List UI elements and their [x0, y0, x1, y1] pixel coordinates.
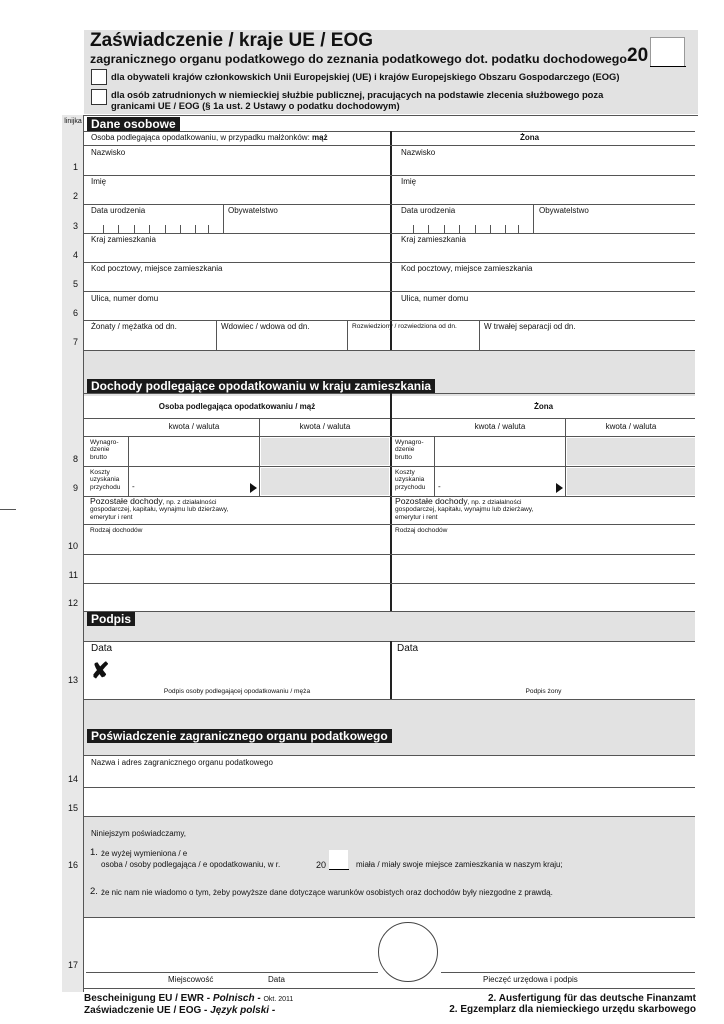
year-underline: [329, 869, 349, 870]
signature-caption: Podpis osoby podlegającej opodatkowaniu / męża: [163, 688, 311, 695]
person-header: Osoba podlegająca opodatkowaniu, w przypadku małżonków: mąż: [91, 133, 328, 142]
spouse-street-input[interactable]: [396, 304, 694, 320]
form-title: Zaświadczenie / kraje UE / EOG: [90, 30, 374, 51]
amount-currency-label: kwota / waluta: [168, 422, 220, 431]
divider: [84, 787, 695, 788]
spouse-street-label: Ulica, numer domu: [401, 294, 469, 303]
country-label: Kraj zamieszkania: [91, 235, 156, 244]
divider: [84, 262, 695, 263]
spouse-first-name-label: Imię: [401, 177, 417, 186]
postal-input[interactable]: [86, 274, 388, 290]
authority-input[interactable]: [86, 768, 694, 786]
footer-left: Bescheinigung EU / EWR - Polnisch - Okt. 2011 Zaświadczenie UE / EOG - Język polski -: [84, 993, 294, 1016]
certification-intro: Niniejszym poświadczamy,: [91, 829, 186, 838]
married-label: Żonaty / mężatka od dn.: [91, 322, 177, 331]
divider: [84, 988, 695, 989]
divider: [84, 233, 695, 234]
costs-amount-input[interactable]: [130, 468, 258, 495]
option-public-service-label-1: dla osób zatrudnionych w niemieckiej służbie publicznej, pracujących na podstawie zlecenia służbowego poza: [111, 89, 604, 100]
certification-section-header-bg: [84, 700, 695, 755]
spouse-other-income-label: Pozostałe dochody, np. z działalności gospodarczej, kapitału, wynajmu lub dzierżawy, emerytur i rent: [395, 496, 534, 521]
spouse-wages-amount-input[interactable]: [436, 438, 564, 465]
amount-currency-label: kwota / waluta: [474, 422, 526, 431]
cut-mark: [0, 509, 16, 510]
divider: [84, 917, 695, 918]
income-line-12-input[interactable]: [86, 585, 388, 610]
separated-label: W trwałej separacji od dn.: [484, 322, 576, 331]
signature-date-label: Data: [91, 643, 113, 654]
line-number: 7: [72, 337, 78, 347]
spouse-income-type-input[interactable]: [396, 536, 694, 553]
authority-address-input[interactable]: [86, 789, 694, 815]
point-1-number: 1.: [90, 847, 98, 858]
divider: [84, 175, 695, 176]
divider: [84, 583, 695, 584]
spouse-citizenship-label: Obywatelstwo: [539, 206, 589, 215]
widowed-date-input[interactable]: [219, 333, 345, 349]
line-number: 13: [67, 675, 78, 685]
form-subtitle: zagranicznego organu podatkowego do zeznania podatkowego dot. podatku dochodowego: [90, 52, 627, 66]
spouse-costs-label: Koszty uzyskania przychodu: [395, 469, 426, 491]
line-number: 1: [72, 162, 78, 172]
citizenship-label: Obywatelstwo: [228, 206, 278, 215]
line-number: 11: [68, 570, 78, 580]
income-person-header: Osoba podlegająca opodatkowaniu / mąż: [158, 402, 316, 411]
spouse-income-line-11-input[interactable]: [396, 556, 694, 582]
line-number: 10: [67, 541, 78, 551]
signature-section-header-bg: [84, 612, 695, 641]
cross-icon: ✘: [91, 658, 110, 683]
divider: [84, 524, 695, 525]
income-line-11-input[interactable]: [86, 556, 388, 582]
surname-input[interactable]: [86, 158, 388, 174]
option-eu-checkbox[interactable]: [91, 69, 107, 85]
income-spouse-header: Żona: [533, 402, 554, 411]
place-date-line: [86, 972, 378, 973]
year-prefix: 20: [627, 45, 649, 66]
divider: [84, 554, 695, 555]
year-input[interactable]: [650, 37, 685, 67]
spouse-signature-caption: Podpis żony: [525, 688, 562, 695]
divider: [259, 418, 260, 496]
spouse-surname-input[interactable]: [396, 158, 694, 174]
line-number: 5: [72, 279, 78, 289]
section-personal-title: Dane osobowe: [87, 117, 180, 131]
line-number: 3: [72, 221, 78, 231]
authority-label: Nazwa i adres zagranicznego organu podatkowego: [91, 758, 273, 767]
minus-sign: -: [132, 482, 135, 491]
column-divider: [390, 393, 392, 611]
line-number: 12: [67, 598, 78, 608]
postal-label: Kod pocztowy, miejsce zamieszkania: [91, 264, 223, 273]
line-number: 16: [67, 860, 78, 870]
spouse-income-line-12-input[interactable]: [396, 585, 694, 610]
surname-label: Nazwisko: [91, 148, 126, 157]
point-2-number: 2.: [90, 886, 98, 897]
divider: [84, 145, 695, 146]
spouse-country-input[interactable]: [396, 245, 694, 261]
minus-sign: -: [438, 482, 441, 491]
divider: [347, 320, 348, 350]
other-income-label: Pozostałe dochody, np. z działalności gospodarczej, kapitału, wynajmu lub dzierżawy, emerytur i rent: [90, 496, 229, 521]
footer-right: 2. Ausfertigung für das deutsche Finanzamt 2. Egzemplarz dla niemieckiego urzędu skarbowego: [449, 993, 696, 1015]
place-date-input[interactable]: [86, 920, 376, 970]
divider: [84, 204, 695, 205]
divider: [84, 291, 695, 292]
line-number: 2: [72, 191, 78, 201]
amount-currency-label: kwota / waluta: [605, 422, 657, 431]
line-number: 17: [67, 960, 78, 970]
spouse-postal-label: Kod pocztowy, miejsce zamieszkania: [401, 264, 533, 273]
spouse-wages-label: Wynagro- dzenie brutto: [395, 439, 424, 461]
point-1-line-2: osoba / osoby podlegająca / e opodatkowaniu, w r.: [101, 860, 281, 869]
first-name-input[interactable]: [86, 187, 388, 203]
divider: [84, 466, 695, 467]
spouse-signature-date-label: Data: [397, 643, 419, 654]
option-eu-label: dla obywateli krajów członkowskich Unii Europejskiej (UE) i krajów Europejskiego Obszaru Gospodarczego (EOG): [111, 71, 620, 82]
amount-currency-label: kwota / waluta: [299, 422, 351, 431]
spouse-country-label: Kraj zamieszkania: [401, 235, 466, 244]
citizenship-input[interactable]: [226, 216, 388, 232]
spouse-costs-amount-input[interactable]: [436, 468, 564, 495]
stamp-line: [441, 972, 695, 973]
spouse-citizenship-input[interactable]: [536, 216, 694, 232]
signature-input[interactable]: [120, 655, 388, 685]
cert-date-label: Data: [268, 975, 285, 984]
street-label: Ulica, numer domu: [91, 294, 159, 303]
stamp-label: Pieczęć urzędowa i podpis: [483, 975, 578, 984]
income-type-label: Rodzaj dochodów: [90, 527, 143, 534]
spouse-birth-date-label: Data urodzenia: [401, 206, 456, 215]
point-1-year-input[interactable]: [329, 850, 348, 869]
line-number: 8: [72, 454, 78, 464]
section-certification-title: Poświadczenie zagranicznego organu podatkowego: [87, 729, 392, 743]
section-signature-title: Podpis: [87, 612, 135, 626]
widowed-label: Wdowiec / wdowa od dn.: [221, 322, 310, 331]
income-type-input[interactable]: [86, 536, 388, 553]
spouse-income-type-label: Rodzaj dochodów: [395, 527, 448, 534]
costs-currency-input[interactable]: [261, 468, 389, 495]
costs-label: Koszty uzyskania przychodu: [90, 469, 121, 491]
spouse-signature-input[interactable]: [396, 655, 694, 685]
point-1-line-1: że wyżej wymieniona / e: [101, 849, 188, 858]
line-number: 9: [72, 483, 78, 493]
column-divider: [390, 131, 392, 350]
stamp-signature-input[interactable]: [441, 920, 694, 970]
arrow-right-icon: [556, 483, 563, 493]
year-underline: [650, 66, 686, 67]
divorced-label: Rozwiedziony / rozwiedziona od dn.: [352, 323, 457, 330]
point-1-line-3: miała / miały swoje miejsce zamieszkania w naszym kraju;: [356, 860, 563, 869]
birth-date-label: Data urodzenia: [91, 206, 146, 215]
point-2-text: że nic nam nie wiadomo o tym, żeby powyższe dane dotyczące warunków osobistych oraz dochodów były niezgodne z prawdą.: [101, 888, 553, 897]
linijka-label: linijka: [64, 118, 82, 125]
divider: [84, 436, 695, 437]
divider: [216, 320, 217, 350]
section-income-title: Dochody podlegające opodatkowaniu w kraju zamieszkania: [87, 379, 435, 393]
spouse-first-name-input[interactable]: [396, 187, 694, 203]
street-input[interactable]: [86, 304, 388, 320]
wages-currency-input[interactable]: [261, 438, 389, 465]
line-number: 4: [72, 250, 78, 260]
spouse-costs-currency-input[interactable]: [567, 468, 695, 495]
spouse-header: Żona: [520, 133, 540, 142]
wages-label: Wynagro- dzenie brutto: [90, 439, 119, 461]
divider: [223, 204, 224, 233]
spouse-wages-currency-input[interactable]: [567, 438, 695, 465]
option-public-service-checkbox[interactable]: [91, 89, 107, 105]
wages-amount-input[interactable]: [130, 438, 258, 465]
country-input[interactable]: [86, 245, 388, 261]
line-number: 14: [67, 774, 78, 784]
divorced-date-input[interactable]: [350, 333, 477, 349]
point-1-year-prefix: 20: [316, 860, 327, 870]
place-label: Miejscowość: [168, 975, 214, 984]
spouse-postal-input[interactable]: [396, 274, 694, 290]
line-number: 15: [67, 803, 78, 813]
married-date-input[interactable]: [86, 333, 214, 349]
birth-date-input[interactable]: [86, 216, 221, 232]
divider: [565, 418, 566, 496]
divider: [479, 320, 480, 350]
divider: [84, 320, 695, 321]
divider: [533, 204, 534, 233]
official-stamp-circle: [378, 922, 438, 982]
arrow-right-icon: [250, 483, 257, 493]
line-number: 6: [72, 308, 78, 318]
separated-date-input[interactable]: [482, 333, 694, 349]
option-public-service-label-2: granicami UE / EOG (§ 1a ust. 2 Ustawy o podatku dochodowym): [111, 100, 400, 111]
divider: [84, 755, 695, 756]
spouse-surname-label: Nazwisko: [401, 148, 436, 157]
divider: [84, 496, 695, 497]
first-name-label: Imię: [91, 177, 107, 186]
spouse-birth-date-input[interactable]: [396, 216, 531, 232]
